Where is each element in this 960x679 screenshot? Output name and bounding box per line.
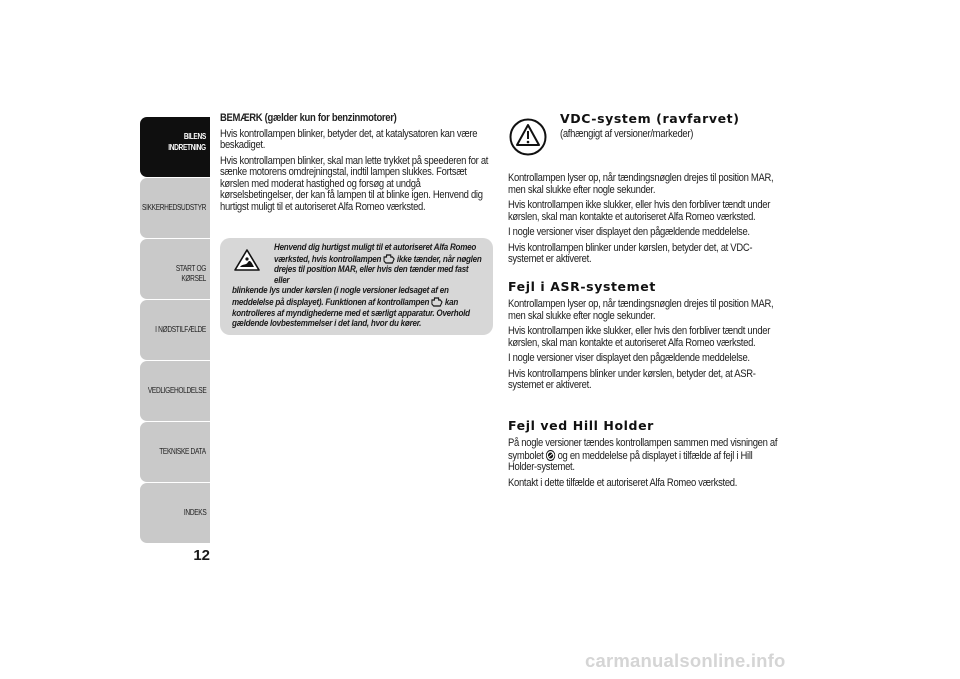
tab-label: SIKKERHEDSUDSTYR (141, 203, 206, 212)
vdc-paragraph: Hvis kontrollampen ikke slukker, eller hvis den forbliver tændt under kørslen, skal man kontakte et autoriseret Alfa Romeo værksted. (508, 199, 771, 223)
warning-fragment: ikke tænder, når nøglen (396, 253, 482, 265)
vdc-warning-icon (508, 117, 548, 157)
section-title-vdc: VDC-system (ravfarvet) (560, 111, 740, 126)
tab-start-og-korsel[interactable] (140, 239, 210, 299)
hill-text: På nogle versioner tændes kontrollampen sammen med visningen af symbolet (508, 437, 778, 462)
warning-line: blinkende lys under kørslen (i nogle versioner ledsaget af en (232, 285, 449, 297)
vdc-subtitle: (afhængigt af versioner/markeder) (560, 128, 694, 140)
page-number: 12 (193, 547, 210, 564)
section-title-hill-holder: Fejl ved Hill Holder (508, 418, 654, 433)
warning-line (232, 297, 484, 309)
right-column (508, 173, 781, 270)
tab-label: INDEKS (183, 508, 206, 517)
hill-holder-section (508, 438, 781, 493)
tab-i-nodstilfaelde[interactable] (140, 300, 210, 360)
vdc-paragraph: Kontrollampen lyser op, når tændingsnøglen drejes til position MAR, men skal slukke efter nogle sekunder. (508, 172, 774, 196)
warning-fragment: meddelelse på displayet). Funktionen af kontrollampen (232, 296, 430, 308)
tab-indeks[interactable] (140, 483, 210, 543)
warning-fragment: værksted, hvis kontrollampen (274, 253, 382, 265)
warning-line: gældende lovbestemmelser i det land, hvor du kører. (232, 318, 422, 330)
hill-holder-icon (546, 450, 555, 461)
hill-paragraph (508, 438, 781, 474)
tab-label: I NØDSTILFÆLDE (155, 325, 206, 334)
tab-label: BILENS (183, 132, 206, 141)
note-heading: BEMÆRK (gælder kun for benzinmotorer) (220, 112, 397, 124)
tab-label: VEDLIGEHOLDELSE (147, 386, 206, 395)
note-paragraph: Hvis kontrollampen blinker, skal man lette trykket på speederen for at sænke motorens omdrejningstal, indtil lampen slukkes. Fortsæt kørslen med moderat hastighed og forsøg at undgå kørselsbetingelser, der kan få lampen til at blinke igen. Henvend dig hurtigst muligt til et autoriseret Alfa Romeo værksted. (220, 154, 489, 213)
tab-label: INDRETNING (168, 143, 206, 152)
section-title-asr: Fejl i ASR-systemet (508, 279, 656, 294)
asr-paragraph: Kontrollampen lyser op, når tændingsnøglen drejes til position MAR, men skal slukke efter nogle sekunder. (508, 298, 774, 322)
note-paragraph: Hvis kontrollampen blinker, betyder det, at katalysatoren kan være beskadiget. (220, 127, 478, 151)
warning-line: kontrolleres af myndighederne med et særligt apparatur. Overhold (232, 307, 470, 319)
warning-fragment: kan (444, 296, 458, 308)
left-column (220, 113, 493, 217)
asr-paragraph: I nogle versioner viser displayet den pågældende meddelelse. (508, 352, 750, 364)
vdc-paragraph: I nogle versioner viser displayet den pågældende meddelelse. (508, 226, 750, 238)
hill-text: og en meddelelse på displayet i tilfælde af fejl i Hill Holder-systemet. (508, 449, 753, 473)
tab-tekniske-data[interactable] (140, 422, 210, 482)
warning-text (232, 243, 484, 330)
tab-vedligeholdelse[interactable] (140, 361, 210, 421)
tab-bilens-indretning[interactable] (140, 117, 210, 177)
tab-label: TEKNISKE DATA (159, 447, 206, 456)
warning-box (220, 238, 493, 335)
asr-section (508, 299, 781, 396)
vdc-paragraph: Hvis kontrollampen blinker under kørslen, betyder det, at VDC-systemet er aktiveret. (508, 241, 753, 265)
tab-sikkerhedsudstyr[interactable] (140, 178, 210, 238)
warning-line: drejes til position MAR, eller hvis den tænder med fast eller (274, 264, 469, 286)
engine-check-icon (431, 297, 443, 307)
tab-label: START OG KØRSEL (175, 264, 206, 283)
watermark: carmanualsonline.info (585, 650, 786, 671)
engine-check-icon (383, 254, 395, 264)
asr-paragraph: Hvis kontrollampen ikke slukker, eller hvis den forbliver tændt under kørslen, skal man kontakte et autoriseret Alfa Romeo værksted. (508, 325, 771, 349)
hill-paragraph: Kontakt i dette tilfælde et autoriseret Alfa Romeo værksted. (508, 476, 738, 489)
warning-line: Henvend dig hurtigst muligt til et autoriseret Alfa Romeo (274, 242, 477, 253)
asr-paragraph: Hvis kontrollampens blinker under kørslen, betyder det, at ASR-systemet er aktiveret. (508, 367, 756, 391)
